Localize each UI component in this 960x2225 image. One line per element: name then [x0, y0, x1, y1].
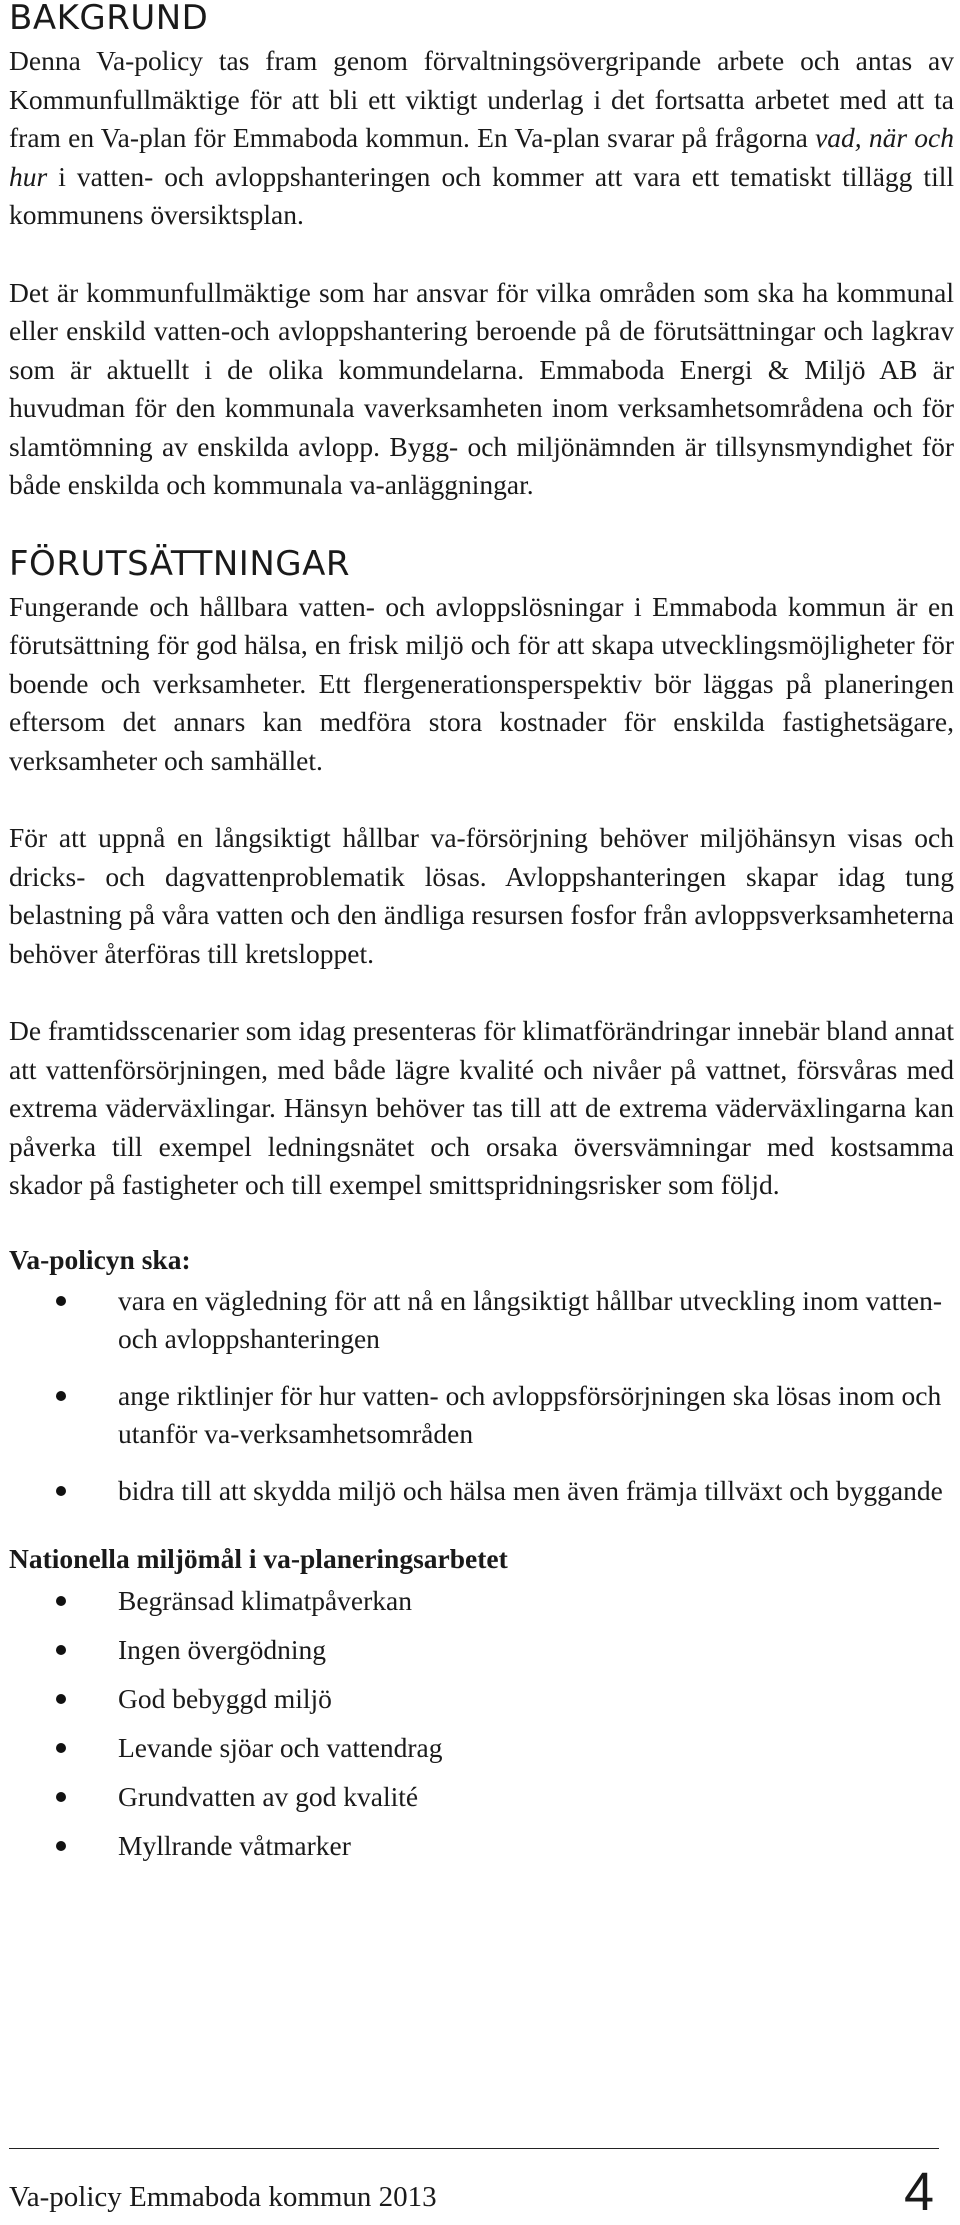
bullet-icon	[56, 1694, 66, 1704]
list-item-text: God bebyggd miljö	[118, 1682, 332, 1714]
list-item	[9, 1282, 954, 1358]
list-item-text: ange riktlinjer för hur vatten- och avloppsförsörjningen ska lösas inom och utanför va-verksamhetsområden	[118, 1379, 942, 1449]
list-item	[9, 1631, 954, 1669]
list-item	[9, 1827, 954, 1865]
heading-forutsattningar: FÖRUTSÄTTNINGAR	[9, 543, 350, 584]
forutsattningar-paragraph-1: Fungerande och hållbara vatten- och avloppslösningar i Emmaboda kommun är en förutsättning för god hälsa, en frisk miljö och för att skapa utvecklingsmöjligheter för boende och verksamheter. Ett flergenerationsperspektiv bör läggas på planeringen eftersom det annars kan medföra stora kostnader för enskilda fastighetsägare, verksamheter och samhället.	[9, 590, 954, 776]
footer-divider	[9, 2148, 939, 2149]
forutsattningar-paragraph-3: De framtidsscenarier som idag presenteras för klimatförändringar innebär bland annat att vattenförsörjningen, med både lägre kvalité och nivåer på vattnet, försvåras med extrema väderväxlingar. Hänsyn behöver tas till att de extrema väderväxlingarna kan påverka till exempel ledningsnätet och orsaka översvämningar med kostsamma skador på fastigheter och till exempel smittspridningsrisker som följd.	[9, 1015, 954, 1200]
bullet-icon	[56, 1486, 66, 1496]
bullet-icon	[56, 1841, 66, 1851]
forutsattningar-paragraph-2: För att uppnå en långsiktigt hållbar va-försörjning behöver miljöhänsyn visas och dricks- och dagvattenproblematik lösas. Avloppshanteringen skapar idag tung belastning på våra vatten och den ändliga resursen fosfor från avloppsverksamheterna behöver återföras till kretsloppet.	[9, 822, 954, 969]
policy-list	[9, 1282, 954, 1510]
bakgrund-paragraph-1	[9, 42, 954, 235]
bullet-icon	[56, 1645, 66, 1655]
miljomal-label: Nationella miljömål i va-planeringsarbetet	[9, 1542, 508, 1574]
bullet-icon	[56, 1596, 66, 1606]
bullet-icon	[56, 1391, 66, 1401]
miljomal-list	[9, 1582, 954, 1865]
list-item-text: Myllrande våtmarker	[118, 1829, 351, 1861]
list-item	[9, 1729, 954, 1767]
list-item	[9, 1472, 954, 1510]
bakgrund-p1-text-a: Denna Va-policy tas fram genom förvaltningsövergripande arbete och antas av Kommunfullmäktige för att bli ett viktigt underlag i det fortsatta arbetet med att ta fram en Va-plan för Emmaboda kommun. En Va-plan svarar på frågorna	[9, 45, 954, 153]
heading-bakgrund: BAKGRUND	[9, 0, 209, 38]
list-item	[9, 1680, 954, 1718]
list-item-text: Ingen övergödning	[118, 1633, 326, 1665]
bullet-icon	[56, 1792, 66, 1802]
list-item-text: Begränsad klimatpåverkan	[118, 1584, 412, 1616]
footer-document-title: Va-policy Emmaboda kommun 2013	[9, 2181, 437, 2213]
document-page	[9, 0, 954, 1865]
list-item-text: Levande sjöar och vattendrag	[118, 1731, 443, 1763]
bakgrund-p1-emphasis: vad, när och hur	[9, 122, 954, 192]
list-item	[9, 1377, 954, 1453]
bullet-icon	[56, 1296, 66, 1306]
list-item-text: vara en vägledning för att nå en långsiktigt hållbar utveckling inom vatten- och avloppshanteringen	[118, 1284, 942, 1354]
list-item-text: Grundvatten av god kvalité	[118, 1780, 419, 1812]
list-item-text: bidra till att skydda miljö och hälsa men även främja tillväxt och byggande	[118, 1474, 943, 1506]
bakgrund-p1-text-b: i vatten- och avloppshanteringen och kommer att vara ett tematiskt tillägg till kommunens översiktsplan.	[9, 160, 954, 230]
list-item	[9, 1582, 954, 1620]
page-number: 4	[903, 2162, 934, 2222]
bakgrund-paragraph-2: Det är kommunfullmäktige som har ansvar för vilka områden som ska ha kommunal eller enskild vatten-och avloppshantering beroende på de förutsättningar och lagkrav som är aktuellt i de olika kommundelarna. Emmaboda Energi & Miljö AB är huvudman för den kommunala vaverksamheten inom verksamhetsområdena och för slamtömning av enskilda avlopp. Bygg- och miljönämnden är tillsynsmyndighet för både enskilda och kommunala va-anläggningar.	[9, 276, 954, 500]
policy-label: Va-policyn ska:	[9, 1243, 191, 1275]
list-item	[9, 1778, 954, 1816]
bullet-icon	[56, 1743, 66, 1753]
